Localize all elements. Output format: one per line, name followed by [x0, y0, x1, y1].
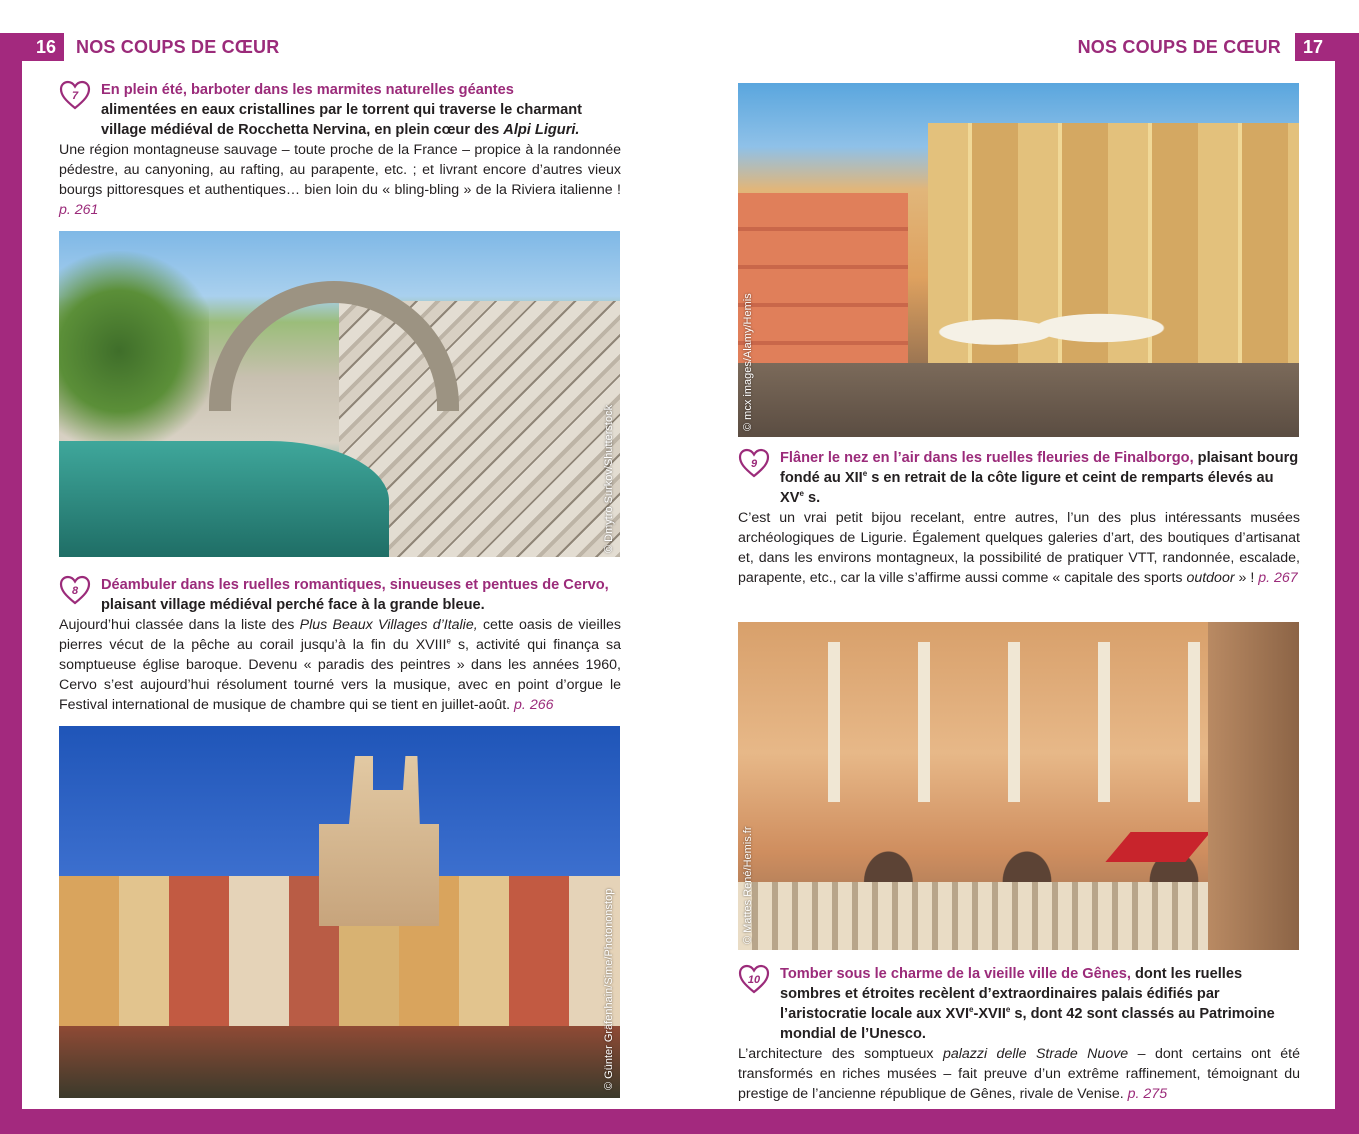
- left-page-border: [0, 33, 22, 1134]
- entry-7: [59, 80, 621, 220]
- page-reference-link[interactable]: p. 267: [1258, 570, 1298, 586]
- entry-8: [59, 575, 621, 715]
- photo-stone-bridge: [59, 231, 620, 557]
- entry-lead: 9 Flâner le nez en l’air dans les ruelles fleuries de Finalborgo, plaisant bourg fondé au XIIe s en retrait de la côte ligure et ceint de remparts élevés au XVe s.: [738, 448, 1300, 508]
- page-reference-link[interactable]: p. 261: [59, 202, 99, 218]
- photo-cervo-village: [59, 726, 620, 1098]
- photo-genoa-palazzo: [738, 622, 1299, 950]
- photo-credit: © Dmytro Surkov/Shutterstock: [603, 404, 615, 553]
- page-reference-link[interactable]: p. 275: [1127, 1086, 1168, 1102]
- heart-number-icon: 9: [738, 448, 770, 478]
- entry-highlight: Déambuler dans les ruelles romantiques, sinueuses et pentues de Cervo,: [101, 577, 609, 593]
- heart-number-icon: 7: [59, 80, 91, 110]
- right-page-border: [1335, 33, 1359, 1134]
- bottom-border: [0, 1109, 1359, 1134]
- entry-body: L’architecture des somptueux palazzi delle Strade Nuove – dont certains ont été transformés en riches musées – fait preuve d’un extrême raffinement, témoignant du prestige de l’ancienne république de Gênes, rivale de Venise. p. 275: [738, 1046, 1300, 1102]
- running-head-left: NOS COUPS DE CŒUR: [76, 37, 280, 57]
- entry-lead: 10 Tomber sous le charme de la vieille ville de Gênes, dont les ruelles sombres et étroites recèlent d’extraordinaires palais édifiés par l’aristocratie locale aux XVIe-XVIIe s, dont 42 sont classés au Patrimoine mondial de l’Unesco.: [738, 964, 1300, 1044]
- photo-credit: © Günter Gräfenhain/Sime/Photononstop: [603, 888, 615, 1090]
- entry-lead: 8 Déambuler dans les ruelles romantiques, sinueuses et pentues de Cervo, plaisant village médiéval perché face à la grande bleue.: [59, 575, 621, 615]
- entry-body: Une région montagneuse sauvage – toute proche de la France – propice à la randonnée pédestre, au canyoning, au rafting, au parapente, etc. ; et livrant encore d’autres vieux bourgs pittoresques et authentiques… bien loin du « bling-bling » de la Riviera italienne ! p. 261: [59, 142, 621, 218]
- photo-credit: © Mattes René/Hemis.fr: [742, 826, 754, 944]
- running-head-right: NOS COUPS DE CŒUR: [1077, 37, 1281, 57]
- page-reference-link[interactable]: p. 266: [514, 697, 554, 713]
- heart-number-icon: 8: [59, 575, 91, 605]
- page-number-left: 16: [0, 33, 64, 61]
- heart-number-icon: 10: [738, 964, 770, 994]
- entry-10: [738, 964, 1300, 1104]
- entry-lead: 7 En plein été, barboter dans les marmites naturelles géantes alimentées en eaux cristallines par le torrent qui traverse le charmant village médiéval de Rocchetta Nervina, en plein cœur des Alpi Liguri.: [59, 80, 621, 140]
- page-number-right: 17: [1295, 33, 1359, 61]
- entry-highlight: Flâner le nez en l’air dans les ruelles fleuries de Finalborgo,: [780, 450, 1194, 466]
- entry-body: Aujourd’hui classée dans la liste des Plus Beaux Villages d’Italie, cette oasis de vieilles pierres vécut de la pêche au corail jusqu’à la fin du XVIIIe s, activité qui finança sa somptueuse église baroque. Devenu « paradis des peintres » dans les années 1960, Cervo s’est aujourd’hui résolument tourné vers la musique, avec en point d’orgue le Festival international de musique de chambre qui se tient en juillet-août. p. 266: [59, 617, 621, 713]
- photo-finalborgo-square: [738, 83, 1299, 437]
- entry-body: C’est un vrai petit bijou recelant, entre autres, l’un des plus intéressants musées archéologiques de Ligurie. Également quelques galeries d’art, des boutiques d’artisanat et, dans les environs montagneux, la possibilité de pratiquer VTT, randonnée, escalade, parapente, etc., car la ville s’affirme aussi comme « capitale des sports outdoor » ! p. 267: [738, 510, 1300, 586]
- entry-highlight: En plein été, barboter dans les marmites naturelles géantes: [101, 82, 514, 98]
- photo-credit: © mcx images/Alamy/Hemis: [742, 293, 754, 431]
- entry-highlight: Tomber sous le charme de la vieille ville de Gênes,: [780, 966, 1131, 982]
- entry-9: [738, 448, 1300, 588]
